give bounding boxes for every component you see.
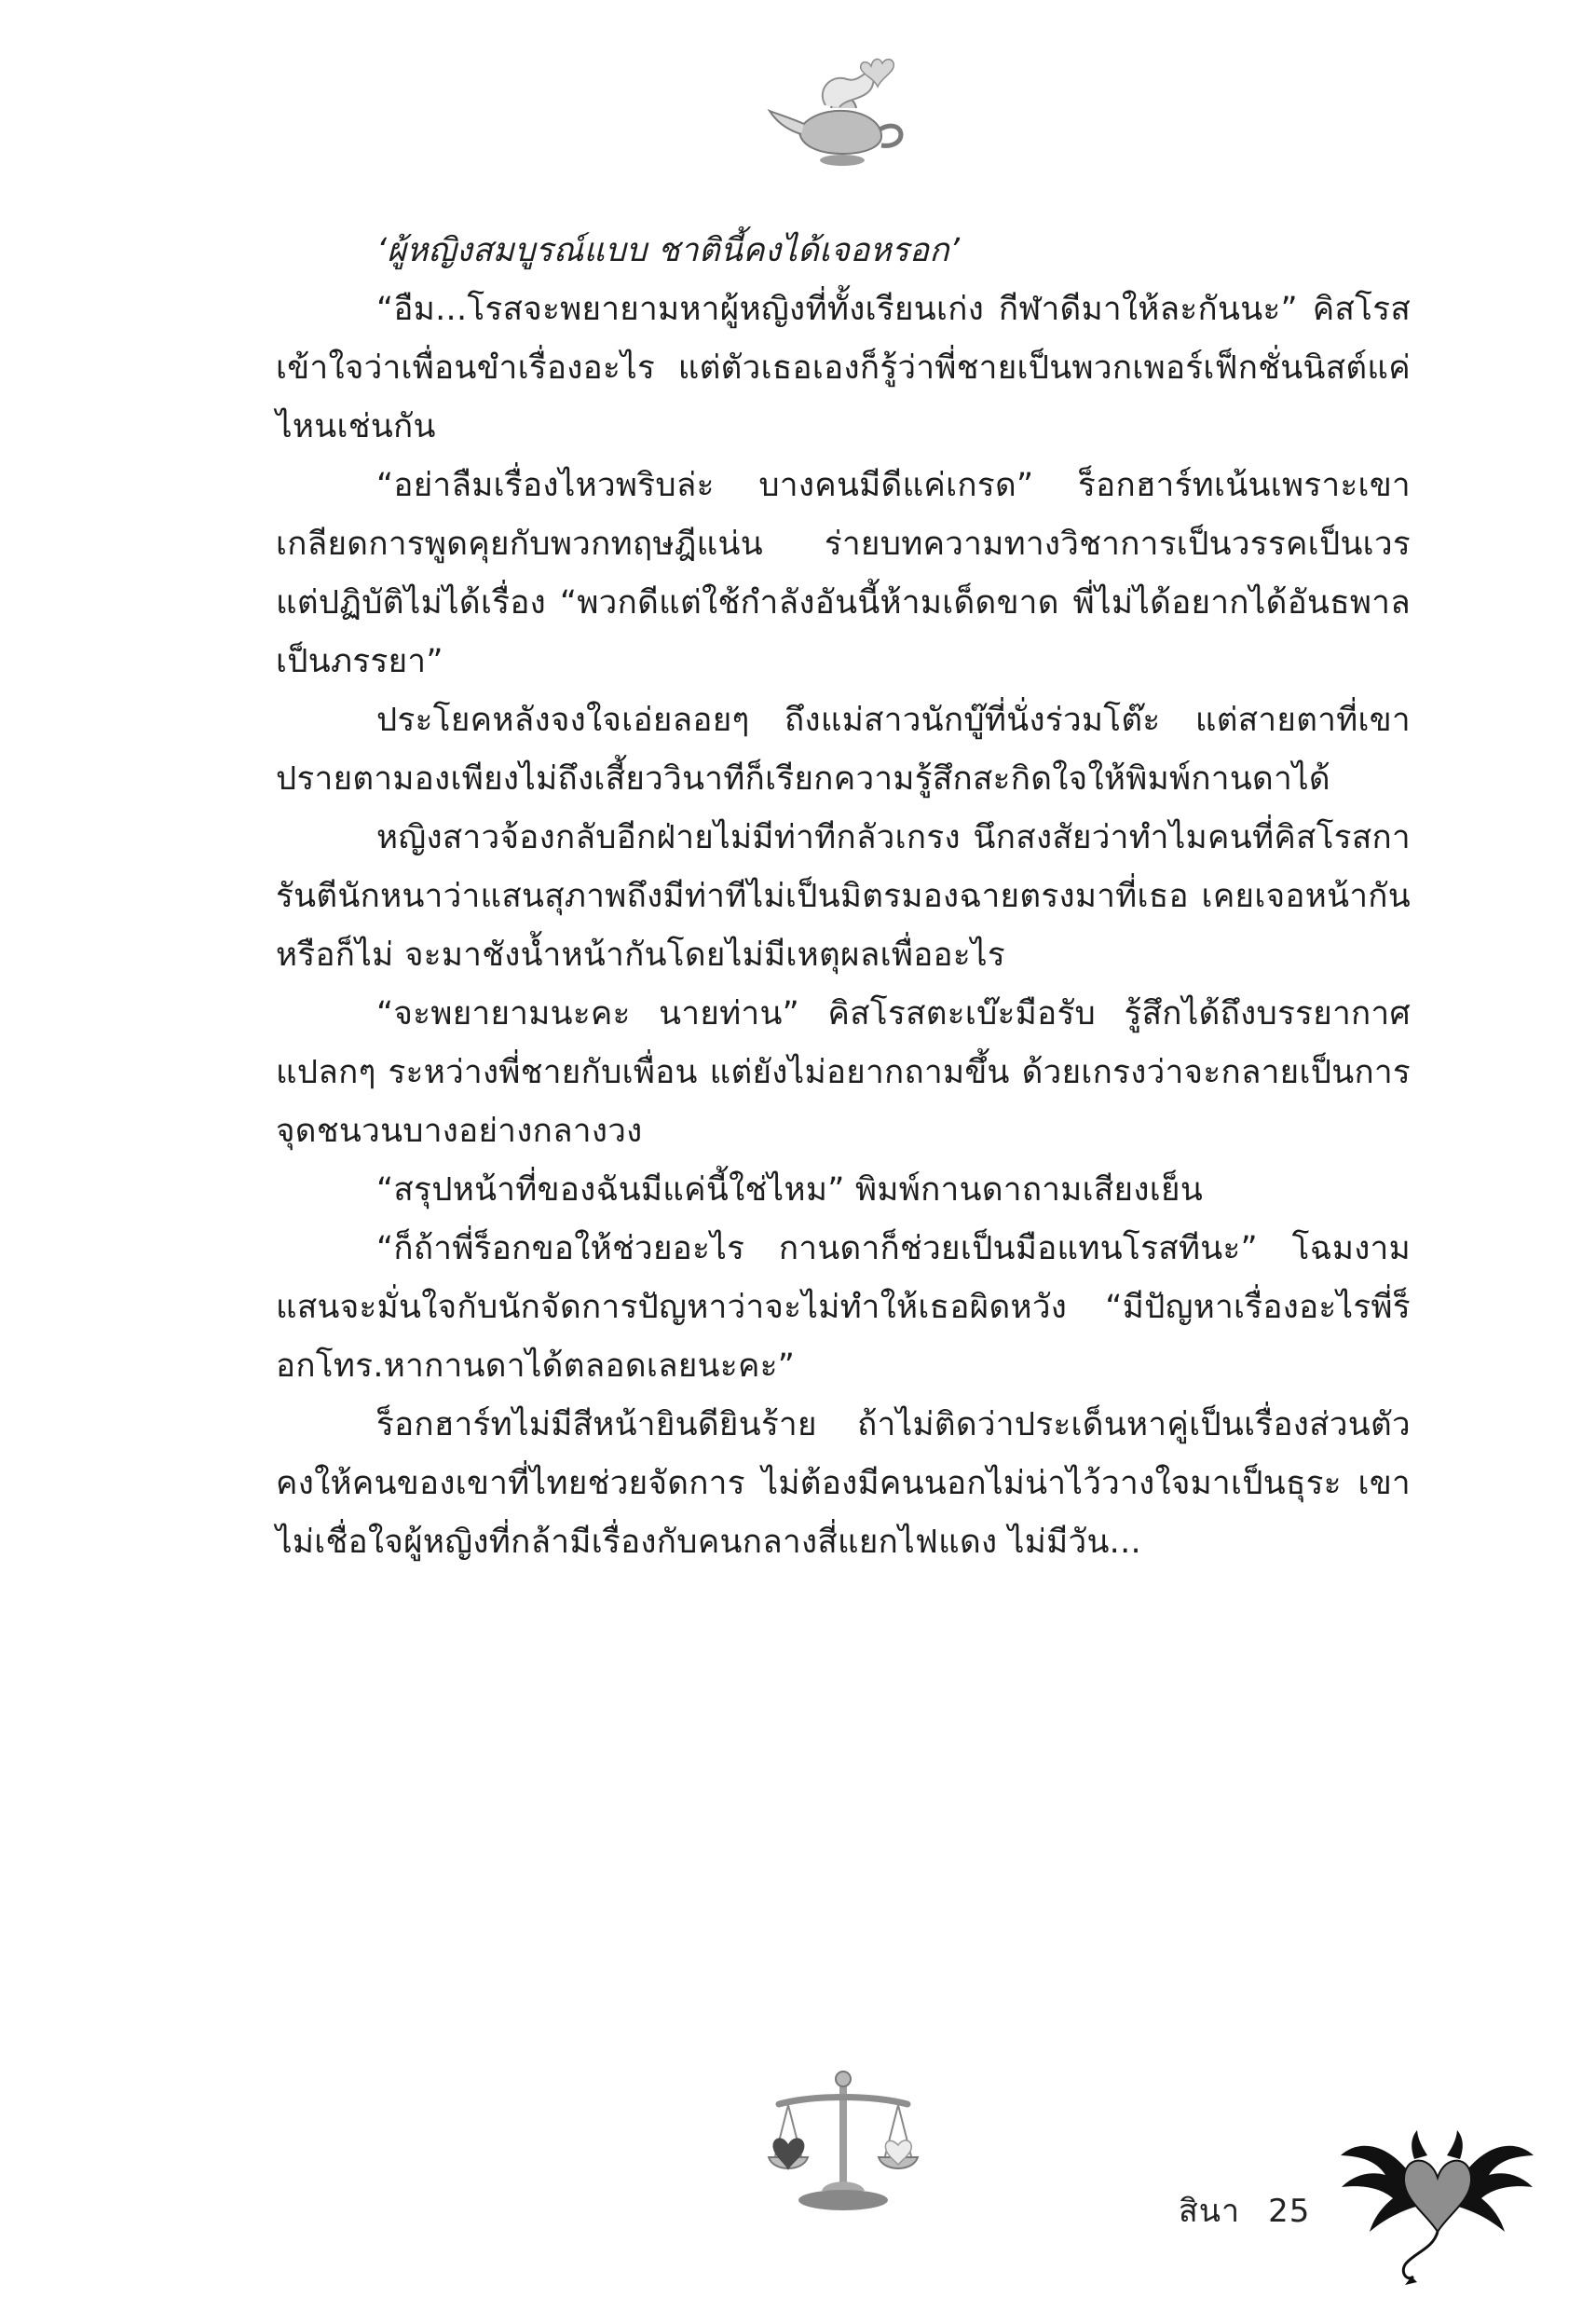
paragraph: “จะพยายามนะคะ นายท่าน” คิสโรสตะเบ๊ะมือรับ รู้สึกได้ถึงบรรยากาศแปลกๆ ระหว่างพี่ชายกับเพื่อน แต่ยังไม่อยากถามขึ้น ด้วยเกรงว่าจะกลายเป็นการจุดชนวนบางอย่างกลางวง [276, 995, 1411, 1150]
scale-icon [755, 2064, 932, 2222]
paragraph: “ก็ถ้าพี่ร็อกขอให้ช่วยอะไร กานดาก็ช่วยเป็นมือแทนโรสทีนะ” โฉมงามแสนจะมั่นใจกับนักจัดการปัญหาว่าจะไม่ทำให้เธอผิดหวัง “มีปัญหาเรื่องอะไรพี่ร็อกโทร.หากานดาได้ตลอดเลยนะคะ” [276, 1230, 1411, 1385]
paragraph: ร็อกฮาร์ทไม่มีสีหน้ายินดียินร้าย ถ้าไม่ติดว่าประเด็นหาคู่เป็นเรื่องส่วนตัว คงให้คนของเขาที่ไทยช่วยจัดการ ไม่ต้องมีคนนอกไม่น่าไว้วางใจมาเป็นธุระ เขาไม่เชื่อใจผู้หญิงที่กล้ามีเรื่องกับคนกลางสี่แยกไฟแดง ไม่มีวัน... [276, 1406, 1411, 1561]
author-name: สินา [1179, 2193, 1241, 2230]
page-number: 25 [1268, 2193, 1311, 2230]
paragraph: ประโยคหลังจงใจเอ่ยลอยๆ ถึงแม่สาวนักบู๊ที่นั่งร่วมโต๊ะ แต่สายตาที่เขาปรายตามองเพียงไม่ถึงเสี้ยววินาทีก็เรียกความรู้สึกสะกิดใจให้พิมพ์กานดาได้ [276, 702, 1411, 798]
story-text [276, 222, 1411, 1572]
page-footer [1179, 2185, 1338, 2236]
paragraph: “อย่าลืมเรื่องไหวพริบล่ะ บางคนมีดีแค่เกรด” ร็อกฮาร์ทเน้นเพราะเขาเกลียดการพูดคุยกับพวกทฤษฎีแน่น ร่ายบทความทางวิชาการเป็นวรรคเป็นเวร แต่ปฏิบัติไม่ได้เรื่อง “พวกดีแต่ใช้กำลังอันนี้ห้ามเด็ดขาด พี่ไม่ได้อยากได้อันธพาลเป็นภรรยา” [276, 467, 1411, 680]
paragraph: “สรุปหน้าที่ของฉันมีแค่นี้ใช่ไหม” พิมพ์กานดาถามเสียงเย็น [376, 1171, 1204, 1209]
paragraph: ‘ผู้หญิงสมบูรณ์แบบ ชาตินี้คงได้เจอหรอก’ [376, 232, 961, 269]
paragraph: หญิงสาวจ้องกลับอีกฝ่ายไม่มีท่าทีกลัวเกรง นึกสงสัยว่าทำไมคนที่คิสโรสการันตีนักหนาว่าแสนสุภาพถึงมีท่าทีไม่เป็นมิตรมองฉายตรงมาที่เธอ เคยเจอหน้ากันหรือก็ไม่ จะมาชังน้ำหน้ากันโดยไม่มีเหตุผลเพื่ออะไร [276, 819, 1411, 974]
devil-heart-icon [1337, 2101, 1537, 2288]
genie-lamp-icon [762, 51, 921, 172]
paragraph: “อืม...โรสจะพยายามหาผู้หญิงที่ทั้งเรียนเก่ง กีฬาดีมาให้ละกันนะ” คิสโรสเข้าใจว่าเพื่อนขำเรื่องอะไร แต่ตัวเธอเองก็รู้ว่าพี่ชายเป็นพวกเพอร์เฟ็กชั่นนิสต์แค่ไหนเช่นกัน [276, 291, 1411, 445]
